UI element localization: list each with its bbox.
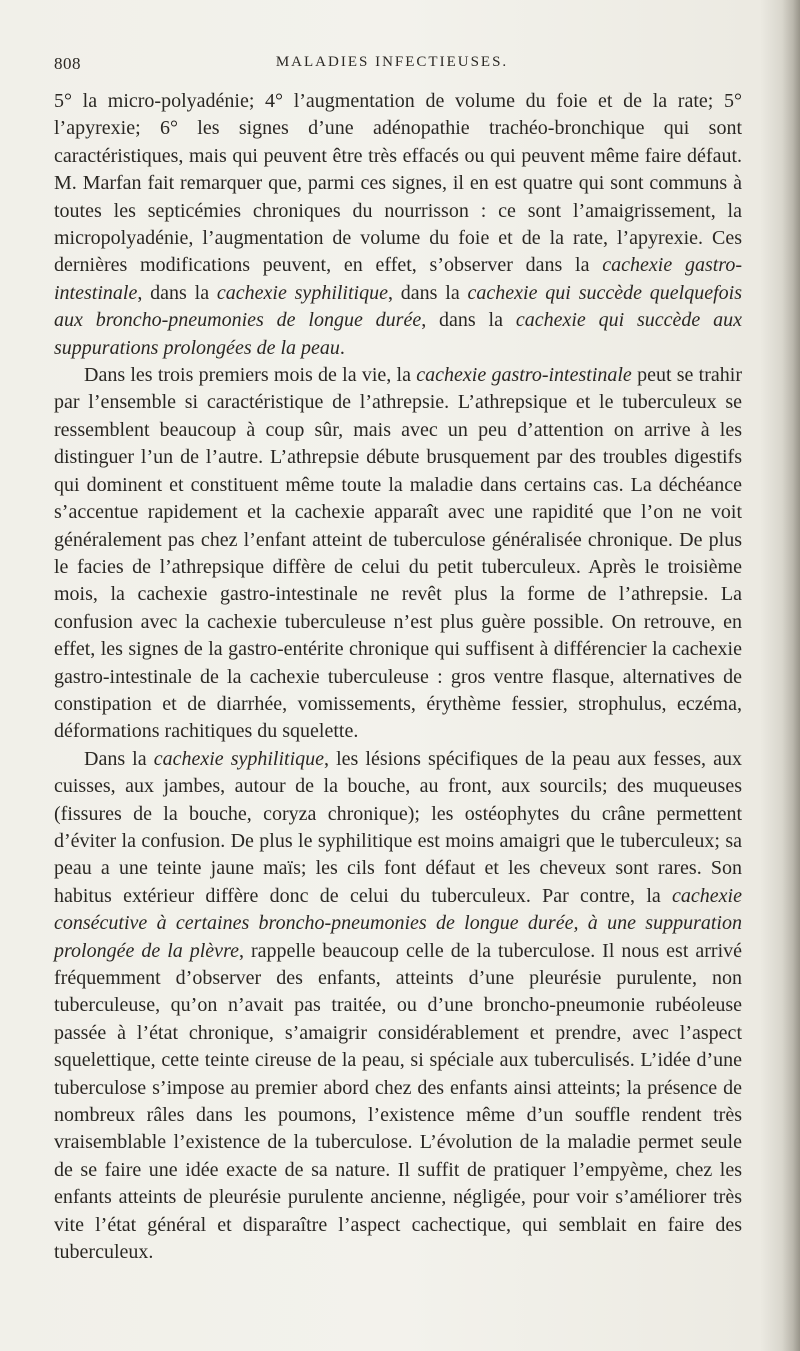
page-number: 808	[54, 54, 81, 73]
paragraph-1	[54, 88, 742, 362]
page-header	[54, 54, 730, 80]
text-run: Dans les trois premiers mois de la vie, la	[84, 364, 417, 387]
italic-run: cachexie gastro-intestinale	[416, 364, 632, 387]
text-run: 5° la micro-polyadénie; 4° l’augmentation de volume du foie et de la rate; 5° l’apyrexie; 6° les signes d’une adénopathie trachéo-bronchique qui sont caractéristiques, mais qui peuvent être très effacés ou qui peuvent même faire défaut. M. Marfan fait remarquer que, parmi ces signes, il en est quatre qui sont communs à toutes les septicémies chroniques du nourrisson : ce sont l’amaigrissement, la micropolyadénie, l’augmentation de volume du foie et de la rate, l’apyrexie. Ces dernières modifications peuvent, en effet, s’observer dans la	[54, 90, 742, 277]
text-run: , dans la	[387, 281, 468, 304]
text-run: , rappelle beaucoup celle de la tuberculose. Il nous est arrivé fréquemment d’observer des enfants, atteints d’une pleurésie purulente, non tuberculeuse, qu’on n’avait pas traitée, ou d’une broncho-pneumonie rubéoleuse passée à l’état chronique, s’amaigrir considérablement et prendre, avec l’aspect squelettique, cette teinte cireuse de la peau, si spéciale aux tuberculisés. L’idée d’une tuberculose s’impose au premier abord chez des enfants ainsi atteints; la présence de nombreux râles dans les poumons, l’existence même d’un souffle rendent très vraisemblable l’existence de la tuberculose. L’évolution de la maladie permet seule de se faire une idée exacte de sa nature. Il suffit de pratiquer l’empyème, chez les enfants atteints de pleurésie purulente ancienne, négligée, pour voir s’améliorer très vite l’état général et disparaître l’aspect cachectique, qui semblait en faire des tuberculeux.	[54, 939, 743, 1264]
text-run: , dans la	[137, 281, 217, 304]
running-title: MALADIES INFECTIEUSES.	[275, 54, 509, 70]
page-edge-shadow	[782, 0, 800, 1351]
italic-run: cachexie consécutive à certaines broncho-pneumonies de longue durée, à une suppuration prolongée de la plèvre	[54, 884, 742, 962]
text-run: peut se trahir par l’ensemble si caractéristique de l’athrepsie. L’athrepsique et le tuberculeux se ressemblent beaucoup à coup sûr, mais avec un peu d’attention on arrive à les distinguer l’un de l’autre. L’athrepsie débute brusquement par des troubles digestifs qui dominent et constituent même toute la maladie dans certains cas. La déchéance s’accentue rapidement et la cachexie apparaît avec une rapidité que l’on ne voit généralement pas chez l’enfant atteint de tuberculose généralisée chronique. De plus le facies de l’athrepsique diffère de celui du petit tuberculeux. Après le troisième mois, la cachexie gastro-intestinale ne revêt plus la forme de l’athrepsie. La confusion avec la cachexie tuberculeuse n’est plus guère possible. On retrouve, en effet, les signes de la gastro-entérite chronique qui suffisent à différencier la cachexie gastro-intestinale de la cachexie tuberculeuse : gros ventre flasque, alternatives de constipation et de diarrhée, vomissements, érythème fessier, strophulus, eczéma, déformations rachitiques du squelette.	[54, 364, 742, 743]
paragraph-3	[54, 746, 742, 1267]
text-run: Dans la	[84, 747, 154, 770]
text-run: , les lésions spécifiques de la peau aux fesses, aux cuisses, aux jambes, autour de la bouche, au front, aux sourcils; des muqueuses (fissures de la bouche, coryza chronique); les ostéophytes du crâne permettent d’éviter la confusion. De plus le syphilitique est moins amaigri que le tuberculeux; sa peau a une teinte jaune maïs; les cils font défaut et les cheveux sont rares. Son habitus extérieur diffère donc de celui du tuberculeux. Par contre, la	[54, 747, 743, 907]
italic-run: cachexie syphilitique	[153, 747, 325, 770]
italic-run: cachexie qui succède quelquefois aux broncho-pneumonies de longue durée	[54, 281, 743, 332]
text-run: , dans la	[421, 309, 516, 332]
italic-run: cachexie gastro-intestinale	[54, 254, 742, 304]
italic-run: cachexie qui succède aux suppurations prolongées de la peau	[54, 309, 743, 359]
body-text	[54, 88, 742, 1266]
italic-run: cachexie syphilitique	[216, 281, 388, 304]
text-run: .	[339, 336, 345, 359]
paragraph-2	[54, 362, 742, 746]
